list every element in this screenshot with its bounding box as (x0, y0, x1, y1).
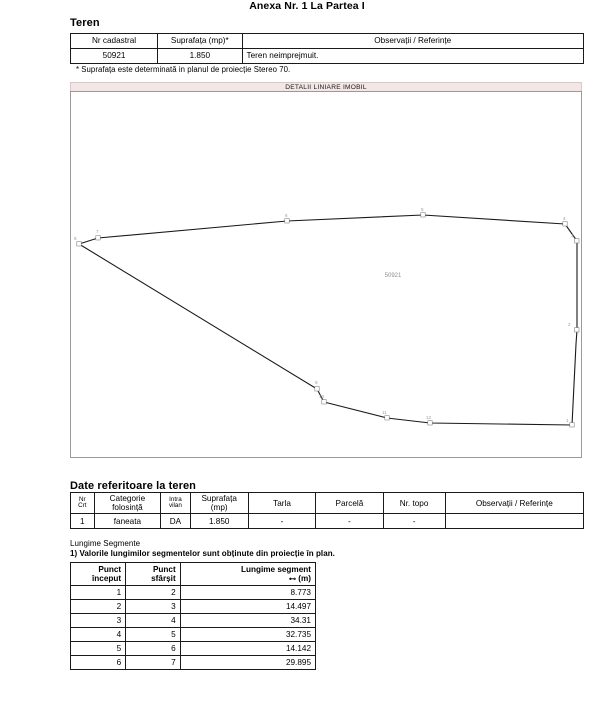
vertex-marker-6 (285, 219, 289, 223)
segmente-table (70, 562, 316, 670)
header-intravilan-line1: Intra (169, 495, 182, 503)
table-row (71, 628, 316, 642)
header-nr-topo: Nr. topo (383, 493, 445, 514)
cell-punct-sfarsit: 6 (126, 642, 181, 656)
cell-punct-inceput: 5 (71, 642, 126, 656)
cell-punct-sfarsit: 2 (126, 586, 181, 600)
header-suprafata (190, 493, 248, 514)
vertex-marker-2 (575, 328, 579, 332)
table-row (71, 614, 316, 628)
vertex-label-2: 2 (568, 322, 571, 327)
cell-lungime: 34.31 (180, 614, 315, 628)
cell-lungime: 14.142 (180, 642, 315, 656)
header-suprafata: Suprafața (mp)* (158, 34, 242, 49)
vertex-label-10: 10 (319, 394, 325, 399)
header-intravilan (161, 493, 190, 514)
vertex-marker-5 (421, 213, 425, 217)
table-row (71, 642, 316, 656)
vertex-label-9: 9 (315, 380, 318, 385)
header-observatii: Observații / Referințe (445, 493, 583, 514)
vertex-marker-10 (322, 400, 326, 404)
dimension-arrow-icon: ⊷ (288, 575, 296, 583)
note-lungime-segmente: 1) Valorile lungimilor segmentelor sunt obținute din proiecție în plan. (70, 549, 335, 558)
vertex-marker-12 (428, 421, 432, 425)
parcel-boundary (79, 215, 577, 425)
teren-table (70, 33, 584, 64)
table-header-row (71, 563, 316, 586)
cell-parcela: - (316, 514, 383, 529)
vertex-marker-11 (385, 416, 389, 420)
cell-tarla: - (248, 514, 315, 529)
vertex-label-4: 4 (563, 216, 566, 221)
vertex-label-7: 7 (96, 229, 99, 234)
table-row (71, 586, 316, 600)
table-row (71, 514, 584, 529)
cell-categorie: faneata (94, 514, 161, 529)
footnote-stereo-70: * Suprafața este determinată in planul de proiecție Stereo 70. (76, 65, 291, 74)
vertex-marker-8 (77, 242, 81, 246)
header-nr-crt-line2: Crt (78, 502, 87, 510)
section-heading-date-teren: Date referitoare la teren (70, 480, 196, 492)
header-lungime-unit: (m) (298, 573, 311, 583)
cell-nr-crt: 1 (71, 514, 95, 529)
vertex-label-3: 3 (571, 233, 574, 238)
cell-observatii (445, 514, 583, 529)
header-nr-cadastral: Nr cadastral (71, 34, 158, 49)
plan-header-label: DETALII LINIARE IMOBIL (70, 82, 582, 92)
table-row (71, 656, 316, 670)
cell-punct-inceput: 3 (71, 614, 126, 628)
cell-observatii: Teren neimprejmuit. (242, 49, 583, 64)
header-parcela: Parcelă (316, 493, 383, 514)
plan-drawing-container (70, 82, 582, 458)
table-header-row (71, 493, 584, 514)
cell-punct-inceput: 6 (71, 656, 126, 670)
parcel-id-label: 50921 (384, 273, 402, 279)
header-observatii: Observații / Referințe (242, 34, 583, 49)
cell-punct-inceput: 4 (71, 628, 126, 642)
parcel-vertex-markers (77, 213, 579, 427)
cell-suprafata: 1.850 (158, 49, 242, 64)
cell-punct-sfarsit: 3 (126, 600, 181, 614)
cell-lungime: 14.497 (180, 600, 315, 614)
cell-intravilan: DA (161, 514, 190, 529)
header-lungime-segment (180, 563, 315, 586)
cell-nr-cadastral: 50921 (71, 49, 158, 64)
label-lungime-segmente: Lungime Segmente (70, 539, 141, 548)
header-tarla: Tarla (248, 493, 315, 514)
cell-punct-inceput: 1 (71, 586, 126, 600)
header-categorie (94, 493, 161, 514)
header-suprafata-line2: (mp) (210, 503, 228, 513)
header-nr-crt-line1: Nr (78, 495, 86, 503)
vertex-label-6: 6 (285, 213, 288, 218)
header-categorie-line1: Categorie (109, 494, 146, 503)
vertex-marker-4 (563, 222, 567, 226)
cell-punct-sfarsit: 5 (126, 628, 181, 642)
cell-lungime: 29.895 (180, 656, 315, 670)
header-intravilan-line2: vilan (168, 502, 182, 510)
header-punct-sfarsit (126, 563, 181, 586)
vertex-label-8: 8 (74, 236, 77, 241)
vertex-label-12: 12 (426, 415, 432, 420)
header-lungime-line1: Lungime segment (240, 564, 311, 574)
vertex-marker-9 (315, 387, 319, 391)
page-title: Anexa Nr. 1 La Partea I (249, 0, 365, 12)
table-header-row (71, 34, 584, 49)
table-row (71, 49, 584, 64)
vertex-label-1: 1 (566, 418, 569, 423)
cell-punct-sfarsit: 4 (126, 614, 181, 628)
cell-punct-inceput: 2 (71, 600, 126, 614)
vertex-marker-7 (96, 236, 100, 240)
cell-lungime: 32.735 (180, 628, 315, 642)
header-punct-sfarsit-line2: sfârșit (151, 574, 176, 583)
header-categorie-line2: folosință (112, 503, 143, 513)
table-row (71, 600, 316, 614)
section-heading-teren: Teren (70, 17, 100, 29)
header-punct-inceput-line2: început (92, 574, 122, 583)
cell-lungime: 8.773 (180, 586, 315, 600)
vertex-label-5: 5 (421, 207, 424, 212)
cell-suprafata: 1.850 (190, 514, 248, 529)
header-punct-sfarsit-line1: Punct (152, 564, 176, 574)
header-punct-inceput-line1: Punct (98, 564, 122, 574)
header-nr-crt (71, 493, 95, 514)
parcel-vertex-labels (74, 207, 574, 423)
date-teren-table (70, 492, 584, 529)
vertex-marker-3 (575, 239, 579, 243)
cell-nr-topo: - (383, 514, 445, 529)
vertex-label-11: 11 (382, 410, 387, 415)
header-suprafata-line1: Suprafața (201, 494, 237, 503)
vertex-marker-1 (570, 423, 574, 427)
cell-punct-sfarsit: 7 (126, 656, 181, 670)
header-punct-inceput (71, 563, 126, 586)
plan-canvas (70, 91, 582, 458)
parcel-plan-svg (71, 92, 581, 457)
